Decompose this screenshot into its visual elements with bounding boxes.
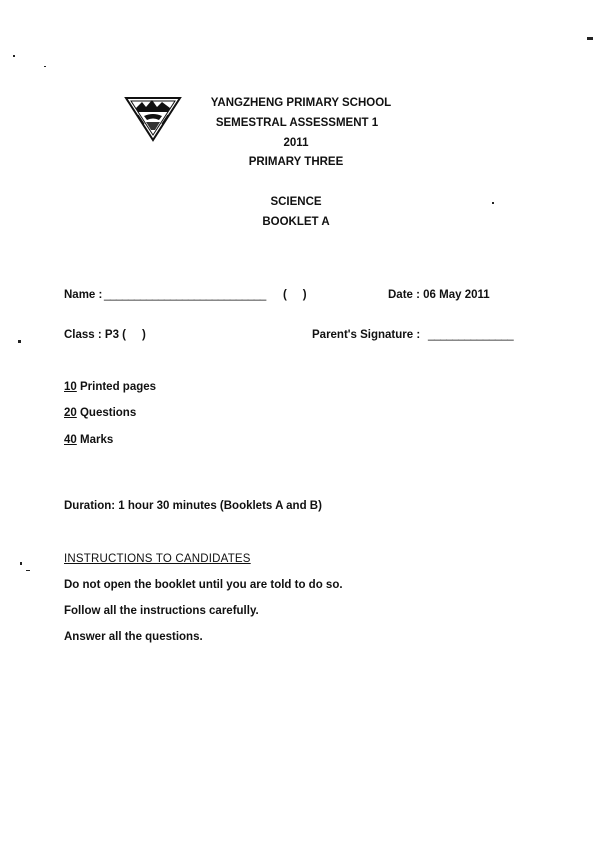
school-name: YANGZHENG PRIMARY SCHOOL	[210, 97, 392, 109]
printed-pages-label: Printed pages	[76, 381, 157, 393]
scan-speck	[20, 562, 22, 565]
assessment-year: 2011	[283, 137, 309, 149]
signature-label: Parent's Signature :	[312, 329, 421, 341]
scan-speck	[587, 37, 593, 40]
date-text: Date : 06 May 2011	[388, 289, 490, 301]
printed-pages-count: 10	[64, 381, 77, 393]
question-count-label: Questions	[76, 407, 137, 419]
instruction-line: Follow all the instructions carefully.	[64, 605, 259, 617]
marks-count-number: 40	[64, 434, 77, 446]
scan-speck	[26, 570, 30, 571]
scan-speck	[44, 66, 46, 67]
name-line[interactable]: ___________________________	[104, 289, 266, 301]
scan-speck	[492, 202, 494, 204]
instruction-line: Answer all the questions.	[64, 631, 203, 643]
marks-count	[64, 434, 113, 446]
class-text: Class : P3 ( )	[64, 329, 146, 341]
name-label: Name :	[64, 289, 103, 301]
assessment-title: SEMESTRAL ASSESSMENT 1	[215, 117, 379, 129]
question-count	[64, 407, 136, 419]
printed-pages	[64, 381, 156, 393]
level: PRIMARY THREE	[248, 156, 344, 168]
booklet-label: BOOKLET A	[262, 216, 330, 228]
subject: SCIENCE	[270, 196, 322, 208]
marks-count-label: Marks	[76, 434, 114, 446]
question-count-number: 20	[64, 407, 77, 419]
instruction-line: Do not open the booklet until you are told to do so.	[64, 579, 343, 591]
scan-speck	[13, 55, 15, 57]
scan-speck	[18, 340, 21, 343]
signature-line[interactable]: ______________	[428, 329, 514, 341]
instructions-heading: INSTRUCTIONS TO CANDIDATES	[64, 553, 251, 565]
duration: Duration: 1 hour 30 minutes (Booklets A and B)	[64, 500, 322, 512]
register-number: ( )	[283, 289, 307, 301]
